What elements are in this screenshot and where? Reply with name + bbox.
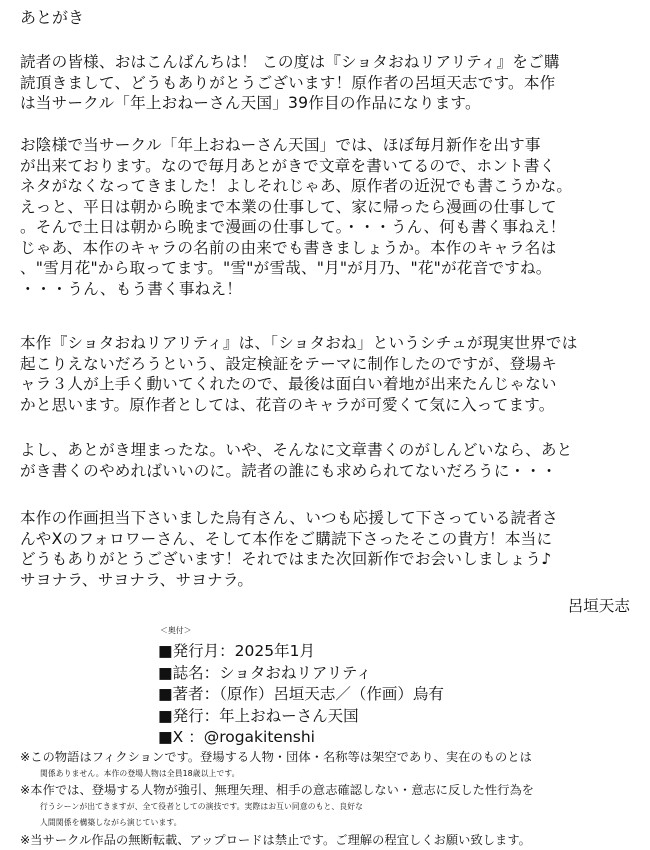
body-line: かと思います。原作者としては、花音のキャラが可愛くて気に入ってます。 <box>20 395 555 414</box>
body-line: 読頂きまして、どうもありがとうございます！原作者の呂垣天志です。本作 <box>20 73 556 92</box>
body-line: 、"雪月花"から取ってます。"雪"が雪哉、"月"が月乃、"花"が花音ですね。 <box>20 259 552 277</box>
paragraph-greeting <box>20 52 640 114</box>
note-line: 関係ありません。本作の登場人物は全員18歳以上です。 <box>40 768 240 778</box>
colophon-heading: ＜奥付＞ <box>160 626 192 635</box>
colophon <box>158 620 444 748</box>
note-line: 人間関係を構築しながら演じています。 <box>40 818 182 828</box>
colophon-item-publisher: ■発行：年上おねーさん天国 <box>158 706 359 725</box>
note-line: ※本作では、登場する人物が強引、無理矢理、相手の意志確認しない・意志に反した性行為を <box>20 783 535 798</box>
colophon-item-authors: ■著者：（原作）呂垣天志／（作画）烏有 <box>158 685 444 704</box>
body-line: 。そんで土日は朝から晩まで漫画の仕事して。・・・うん、何も書く事ねえ！ <box>20 218 566 236</box>
author-signature: 呂垣天志 <box>567 597 630 615</box>
body-line: よし、あとがき埋まったな。いや、そんなに文章書くのがしんどいなら、あと <box>20 441 573 459</box>
paragraph-thanks <box>20 508 640 590</box>
body-line: どうもありがとうございます！それではまた次回新作でお会いしましょう♪ <box>20 550 552 568</box>
paragraph-filler <box>20 440 640 481</box>
paragraph-about-work <box>20 333 640 415</box>
note-line: 行うシーンが出てきますが、全て役者としての演技です。実際はお互い同意のもと、良好な <box>40 801 363 811</box>
body-line: えっと、平日は朝から晩まで本業の仕事して、家に帰ったら漫画の仕事して <box>20 197 557 216</box>
colophon-item-title: ■誌名：ショタおねリアリティ <box>158 663 372 682</box>
note-line: ※当サークル作品の無断転載、アップロードは禁止です。ご理解の程宜しくお願い致します。 <box>20 832 531 847</box>
body-line: お陰様で当サークル「年上おねーさん天国」では、ほぼ毎月新作を出す事 <box>20 136 541 154</box>
colophon-item-release-month: ■発行月：2025年1月 <box>158 642 315 661</box>
body-line: がき書くのやめればいいのに。読者の誰にも求められてないだろうに・・・ <box>20 461 557 480</box>
body-line: は当サークル「年上おねーさん天国」39作目の作品になります。 <box>20 94 481 112</box>
paragraph-circle-news <box>20 135 640 299</box>
disclaimer-notes <box>20 749 640 849</box>
body-line: 本作の作画担当下さいました烏有さん、いつも応援して下さっている読者さ <box>20 509 558 527</box>
body-line: 読者の皆様、おはこんばんちは！ この度は『ショタおねリアリティ』をご購 <box>20 53 560 71</box>
afterword-title: あとがき <box>20 8 85 27</box>
body-line: 起こりえないだろうという、設定検証をテーマに制作したのですが、登場キ <box>20 354 557 373</box>
body-line: ・・・うん、もう書く事ねえ！ <box>20 279 243 298</box>
body-line: 本作『ショタおねリアリティ』は、「ショタおね」というシチュが現実世界では <box>20 334 578 352</box>
body-line: サヨナラ、サヨナラ、サヨナラ。 <box>20 570 254 589</box>
body-line: ャラ３人が上手く動いてくれたので、最後は面白い着地が出来たんじゃない <box>20 375 557 393</box>
note-line: ※この物語はフィクションです。登場する人物・団体・名称等は架空であり、実在のものとは <box>20 750 532 764</box>
body-line: じゃあ、本作のキャラの名前の由来でも書きましょうか。本作のキャラ名は <box>20 238 557 257</box>
body-line: ネタがなくなってきました！よしそれじゃあ、原作者の近況でも書こうかな。 <box>20 177 573 195</box>
body-line: んやXのフォロワーさん、そして本作をご購読下さったそこの貴方！本当に <box>20 529 553 548</box>
body-line: が出来ております。なので毎月あとがきで文章を書いてるので、ホント書く <box>20 156 556 175</box>
colophon-item-x-account: ■X ：@rogakitenshi <box>158 728 315 747</box>
